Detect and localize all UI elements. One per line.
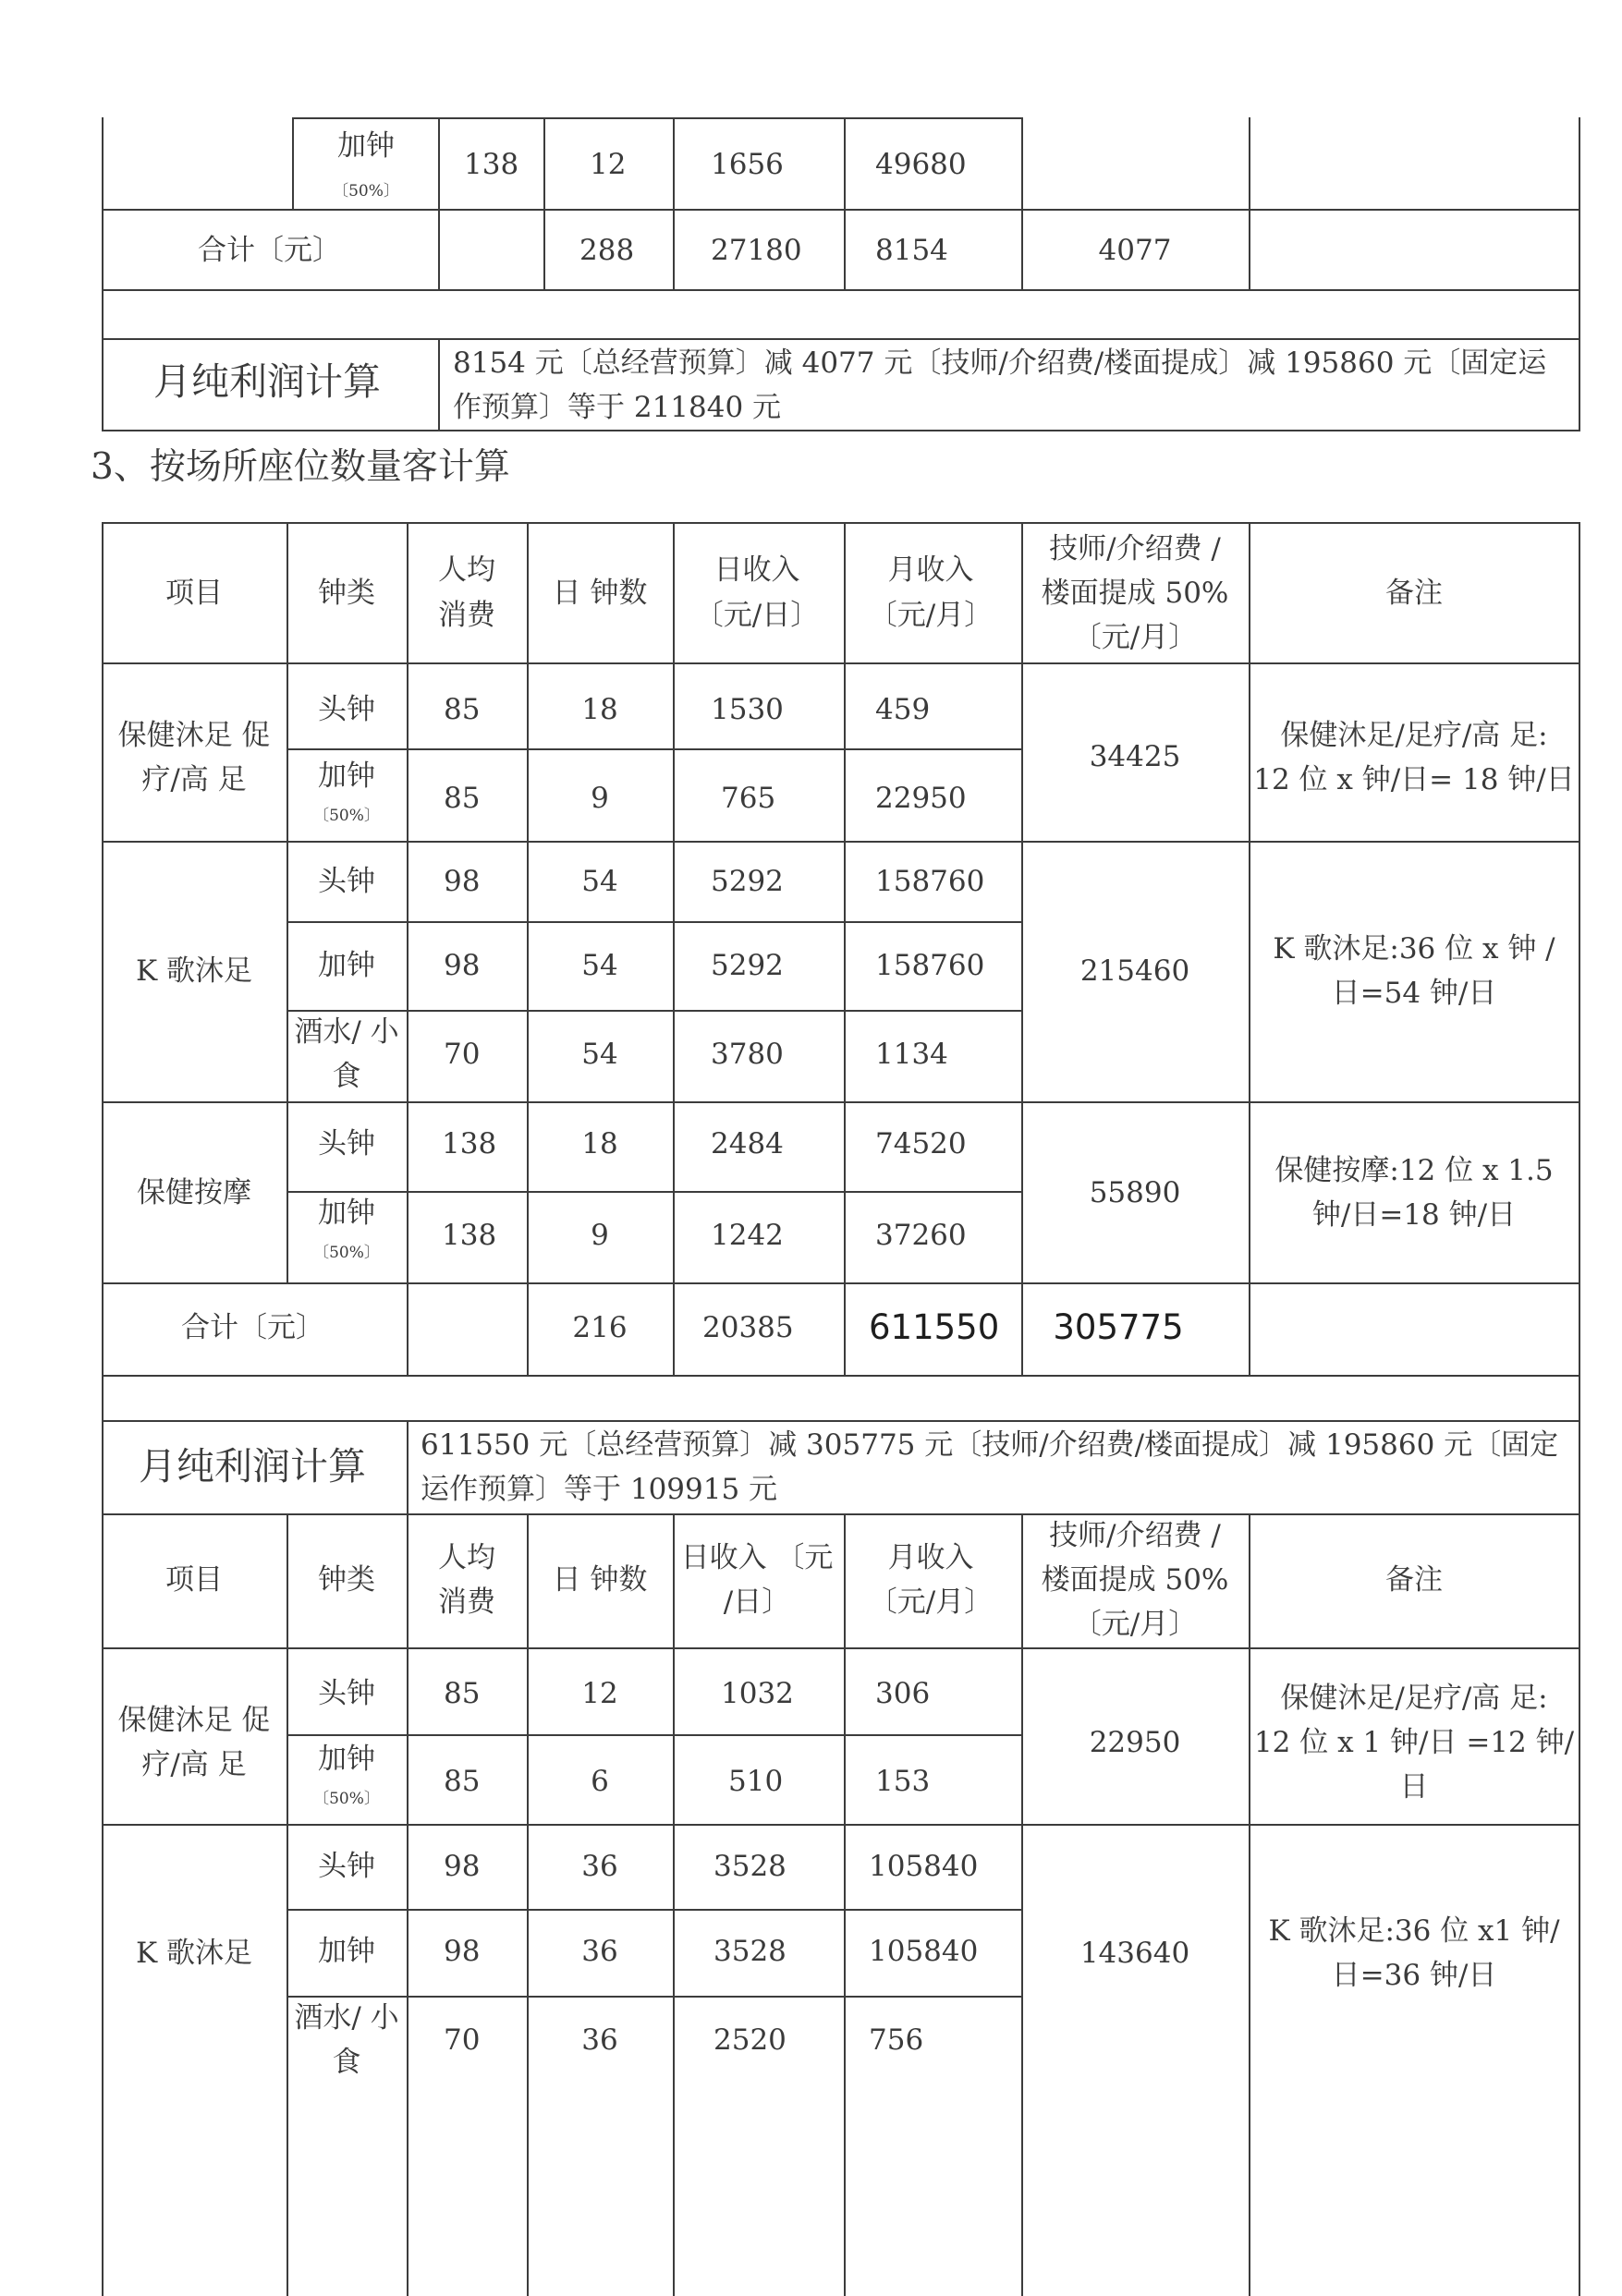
count-cell: 54 — [581, 865, 618, 898]
total-count: 216 — [572, 1311, 628, 1344]
price-cell: 98 — [444, 1850, 481, 1883]
group-note-2: 钟/日=18 钟/日 — [1311, 1198, 1517, 1232]
price-cell: 138 — [464, 148, 519, 181]
header-commission-3: 〔元/月〕 — [1072, 1608, 1198, 1641]
count-cell: 36 — [581, 1850, 618, 1883]
profit-label: 月纯利润计算 — [153, 359, 381, 404]
count-cell: 9 — [591, 1219, 609, 1252]
group-name: 保健沐足 促 — [117, 719, 271, 752]
header-avg-2: 消费 — [438, 599, 495, 632]
daily-cell: 1530 — [711, 693, 784, 726]
type-cell: 加钟 — [318, 759, 375, 793]
count-cell: 12 — [581, 1677, 618, 1710]
total-label: 合计〔元〕 — [181, 1311, 324, 1344]
group-commission: 55890 — [1089, 1176, 1181, 1209]
header-avg-2: 消费 — [438, 1585, 495, 1619]
count-cell: 54 — [581, 949, 618, 982]
header-item: 项目 — [165, 1563, 223, 1597]
group-note-2: 12 位 x 1 钟/日 =12 钟/ — [1253, 1726, 1575, 1759]
daily-cell: 510 — [728, 1765, 784, 1798]
header-daily-2: 〔元/日〕 — [694, 599, 820, 632]
type-cell: 加钟 — [318, 949, 375, 982]
total-commission: 305775 — [1053, 1307, 1184, 1347]
total-commission: 4077 — [1098, 234, 1172, 267]
type-cell: 加钟 — [318, 1197, 375, 1230]
group-note: 保健沐足/足疗/高 足: — [1280, 719, 1548, 752]
count-cell: 9 — [591, 782, 609, 815]
price-cell: 70 — [444, 1038, 481, 1071]
type-cell: 加钟 — [318, 1743, 375, 1776]
group-commission: 34425 — [1089, 740, 1181, 773]
monthly-cell: 105840 — [869, 1850, 979, 1883]
monthly-cell: 158760 — [875, 865, 985, 898]
monthly-cell: 153 — [875, 1765, 931, 1798]
group-note: 保健沐足/足疗/高 足: — [1280, 1682, 1548, 1715]
monthly-cell: 74520 — [875, 1127, 967, 1160]
type-cell: 头钟 — [318, 693, 375, 726]
type-cell: 头钟 — [318, 1850, 375, 1883]
type-cell-2: 食 — [332, 2046, 361, 2079]
daily-cell: 5292 — [711, 949, 784, 982]
header-note: 备注 — [1385, 577, 1443, 610]
profit-label: 月纯利润计算 — [139, 1444, 366, 1488]
monthly-cell: 49680 — [875, 148, 967, 181]
price-cell: 70 — [444, 2023, 481, 2057]
price-cell: 85 — [444, 782, 481, 815]
type-cell: 加钟 — [337, 129, 395, 163]
price-cell: 98 — [444, 1935, 481, 1968]
price-cell: 85 — [444, 1677, 481, 1710]
header-commission: 技师/介绍费 / — [1049, 1519, 1221, 1552]
group-note-2: 日=54 钟/日 — [1331, 977, 1497, 1010]
price-cell: 138 — [442, 1127, 497, 1160]
daily-cell: 3528 — [713, 1935, 787, 1968]
group-commission: 22950 — [1089, 1726, 1181, 1759]
count-cell: 18 — [581, 693, 618, 726]
count-cell: 36 — [581, 2023, 618, 2057]
group-note-2: 12 位 x 钟/日= 18 钟/日 — [1253, 763, 1575, 796]
monthly-cell: 459 — [875, 693, 931, 726]
price-cell: 98 — [444, 865, 481, 898]
daily-cell: 2484 — [711, 1127, 784, 1160]
header-count: 日 钟数 — [552, 1563, 648, 1597]
header-type: 钟类 — [318, 1563, 375, 1597]
total-monthly: 8154 — [875, 234, 948, 267]
header-note: 备注 — [1385, 1563, 1443, 1597]
group-commission: 143640 — [1079, 1937, 1190, 1970]
header-commission-3: 〔元/月〕 — [1072, 621, 1198, 654]
header-monthly-2: 〔元/月〕 — [868, 1585, 994, 1619]
daily-cell: 2520 — [713, 2023, 787, 2057]
total-daily: 20385 — [702, 1311, 794, 1344]
monthly-cell: 158760 — [875, 949, 985, 982]
group-name-2: 疗/高 足 — [141, 763, 247, 796]
count-cell: 6 — [591, 1765, 609, 1798]
header-daily: 日收入 〔元 — [680, 1541, 834, 1574]
daily-cell: 5292 — [711, 865, 784, 898]
group-name-2: 疗/高 足 — [141, 1748, 247, 1781]
header-commission: 技师/介绍费 / — [1049, 532, 1221, 565]
group-name: K 歌沐足 — [135, 954, 253, 988]
header-avg: 人均 — [438, 1541, 495, 1574]
type-cell-2: 食 — [332, 1060, 361, 1093]
header-monthly: 月收入 — [887, 553, 974, 587]
monthly-cell: 22950 — [875, 782, 967, 815]
header-daily: 日收入 — [713, 553, 800, 587]
price-cell: 85 — [444, 1765, 481, 1798]
total-monthly: 611550 — [869, 1307, 1000, 1347]
header-count: 日 钟数 — [552, 577, 648, 610]
header-commission-2: 楼面提成 50% — [1041, 577, 1229, 610]
header-commission-2: 楼面提成 50% — [1041, 1563, 1229, 1597]
count-cell: 54 — [581, 1038, 618, 1071]
group-name: 保健沐足 促 — [117, 1704, 271, 1737]
daily-cell: 1032 — [721, 1677, 794, 1710]
total-label: 合计〔元〕 — [198, 234, 341, 267]
profit-text: 8154 元〔总经营预算〕减 4077 元〔技师/介绍费/楼面提成〕减 195860 元〔固定运作预算〕等于 211840 元 — [453, 346, 1547, 424]
price-cell: 98 — [444, 949, 481, 982]
monthly-cell: 37260 — [875, 1219, 967, 1252]
monthly-cell: 756 — [869, 2023, 924, 2057]
type-cell: 加钟 — [318, 1935, 375, 1968]
daily-cell: 3780 — [711, 1038, 784, 1071]
type-pct: 〔50%〕 — [313, 1244, 380, 1262]
daily-cell: 1656 — [711, 148, 784, 181]
type-cell: 头钟 — [318, 865, 375, 898]
monthly-cell: 1134 — [875, 1038, 948, 1071]
total-daily: 27180 — [711, 234, 802, 267]
section-heading: 3、按场所座位数量客计算 — [91, 446, 510, 488]
header-daily-2: /日〕 — [723, 1585, 791, 1619]
header-monthly: 月收入 — [887, 1541, 974, 1574]
type-pct: 〔50%〕 — [333, 182, 399, 200]
group-note: 保健按摩:12 位 x 1.5 — [1274, 1154, 1554, 1187]
type-pct: 〔50%〕 — [313, 1790, 380, 1808]
group-note-3: 日 — [1399, 1770, 1429, 1804]
group-commission: 215460 — [1079, 954, 1190, 988]
group-name: 保健按摩 — [137, 1176, 251, 1209]
count-cell: 36 — [581, 1935, 618, 1968]
total-count: 288 — [579, 234, 635, 267]
monthly-cell: 105840 — [869, 1935, 979, 1968]
type-cell: 头钟 — [318, 1127, 375, 1160]
price-cell: 138 — [442, 1219, 497, 1252]
price-cell: 85 — [444, 693, 481, 726]
count-cell: 18 — [581, 1127, 618, 1160]
group-name: K 歌沐足 — [135, 1937, 253, 1970]
profit-text: 611550 元〔总经营预算〕减 305775 元〔技师/介绍费/楼面提成〕减 195860 元〔固定运作预算〕等于 109915 元 — [421, 1428, 1559, 1506]
count-cell: 12 — [590, 148, 627, 181]
daily-cell: 765 — [721, 782, 776, 815]
header-monthly-2: 〔元/月〕 — [868, 599, 994, 632]
type-cell: 酒水/ 小 — [294, 2001, 399, 2035]
type-cell: 酒水/ 小 — [294, 1015, 399, 1049]
daily-cell: 3528 — [713, 1850, 787, 1883]
header-item: 项目 — [165, 577, 223, 610]
daily-cell: 1242 — [711, 1219, 784, 1252]
type-cell: 头钟 — [318, 1677, 375, 1710]
group-note: K 歌沐足:36 位 x1 钟/ — [1268, 1914, 1560, 1948]
header-avg: 人均 — [438, 553, 495, 587]
type-pct: 〔50%〕 — [313, 807, 380, 825]
group-note: K 歌沐足:36 位 x 钟 / — [1273, 932, 1555, 966]
monthly-cell: 306 — [875, 1677, 931, 1710]
header-type: 钟类 — [318, 577, 375, 610]
group-note-2: 日=36 钟/日 — [1331, 1959, 1497, 1992]
